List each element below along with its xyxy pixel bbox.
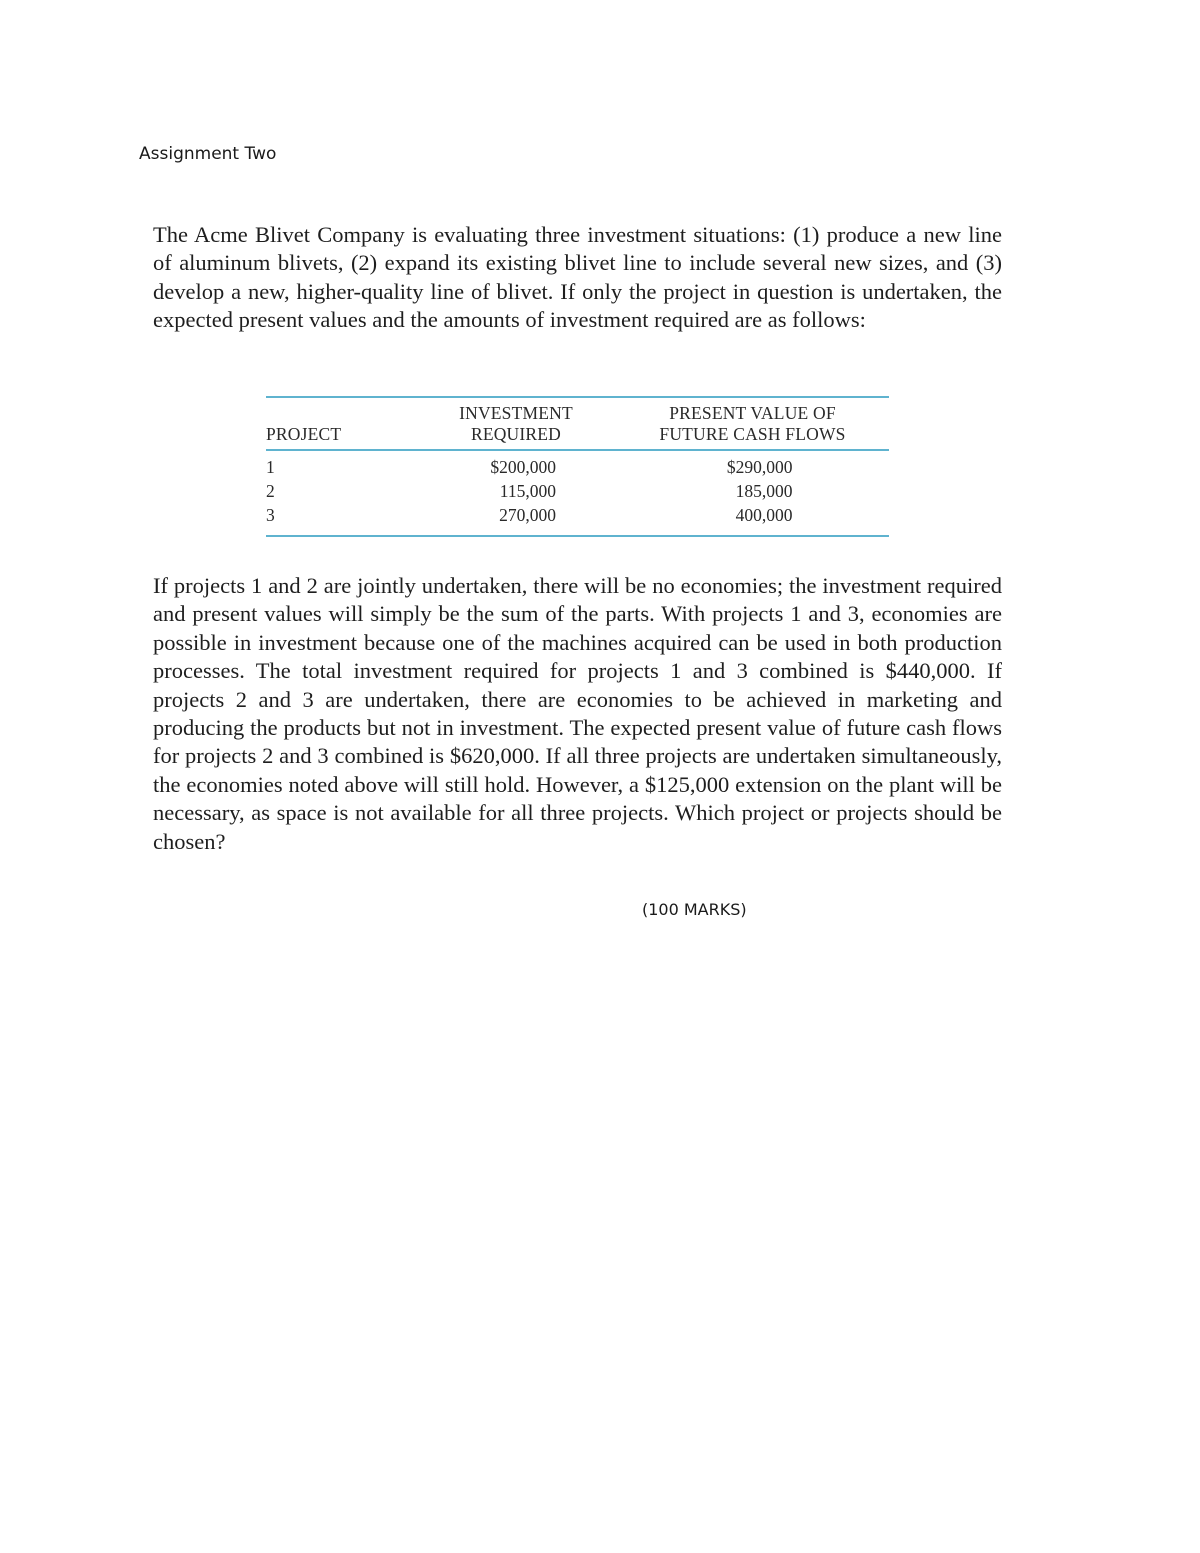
- header-project: [266, 397, 416, 450]
- investment-cell: [416, 450, 616, 479]
- header-pv-line2: FUTURE CASH FLOWS: [659, 424, 846, 444]
- investment-value: $200,000: [490, 457, 556, 477]
- investment-value: 115,000: [499, 481, 556, 501]
- pv-value: $290,000: [726, 457, 793, 477]
- assignment-heading: Assignment Two: [139, 144, 277, 164]
- projects-table-container: [266, 396, 889, 537]
- investment-cell: [416, 503, 616, 536]
- header-investment-line2: REQUIRED: [470, 424, 562, 444]
- header-investment-line1: INVESTMENT: [459, 403, 573, 423]
- table-row: [266, 479, 889, 503]
- project-number: 3: [266, 505, 275, 525]
- projects-table: [266, 396, 889, 537]
- header-present-value: [616, 397, 889, 450]
- project-number: 1: [266, 457, 275, 477]
- pv-value: 400,000: [735, 505, 793, 525]
- header-pv-line1: PRESENT VALUE OF: [669, 403, 836, 423]
- header-project-label: PROJECT: [266, 424, 342, 444]
- investment-value: 270,000: [499, 505, 556, 525]
- table-header-row: [266, 397, 889, 450]
- table-row: [266, 450, 889, 479]
- pv-cell: [616, 479, 889, 503]
- investment-cell: [416, 479, 616, 503]
- marks-label: (100 MARKS): [642, 900, 747, 919]
- project-number: 2: [266, 481, 275, 501]
- body-paragraph: If projects 1 and 2 are jointly undertaken, there will be no economies; the investment required and present values will simply be the sum of the parts. With projects 1 and 3, economies are possible in investment because one of the machines acquired can be used in both production processes. The total investment required for projects 1 and 3 combined is $440,000. If projects 2 and 3 are undertaken, there are economies to be achieved in marketing and producing the products but not in investment. The expected present value of future cash flows for projects 2 and 3 combined is $620,000. If all three projects are undertaken simultaneously, the economies noted above will still hold. However, a $125,000 extension on the plant will be necessary, as space is not available for all three projects. Which project or projects should be chosen?: [153, 573, 1002, 854]
- pv-cell: [616, 503, 889, 536]
- header-investment: [416, 397, 616, 450]
- intro-paragraph: The Acme Blivet Company is evaluating three investment situations: (1) produce a new line of aluminum blivets, (2) expand its existing blivet line to include several new sizes, and (3) develop a new, higher-quality line of blivet. If only the project in question is undertaken, the expected present values and the amounts of investment required are as follows:: [153, 222, 1002, 333]
- pv-value: 185,000: [735, 481, 793, 501]
- table-row: [266, 503, 889, 536]
- pv-cell: [616, 450, 889, 479]
